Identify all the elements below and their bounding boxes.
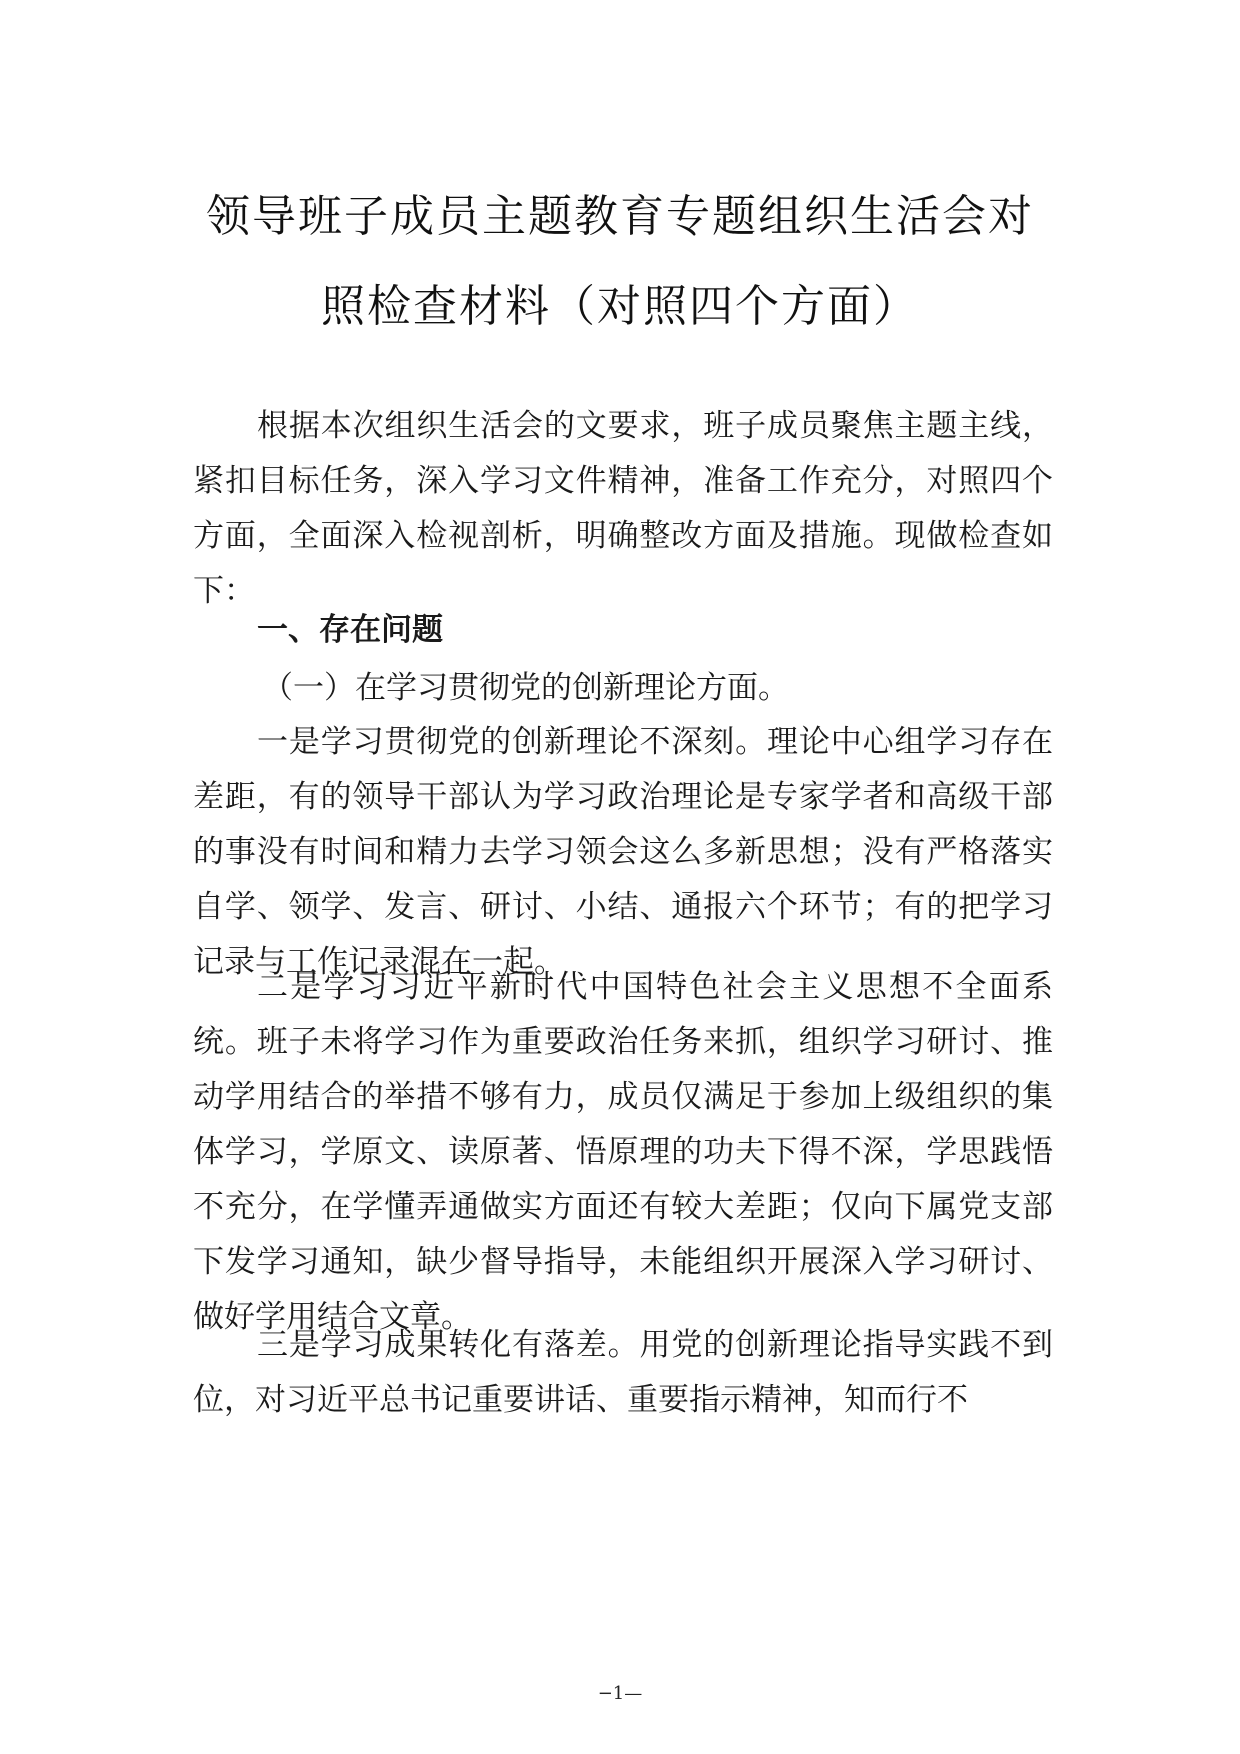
page-number: −1—: [597, 1683, 643, 1704]
subsection-heading-theory: （一）在学习贯彻党的创新理论方面。: [262, 670, 789, 706]
problem-item-1: 一是学习贯彻党的创新理论不深刻。理论中心组学习存在差距，有的领导干部认为学习政治理论是专家学者和高级干部的事没有时间和精力去学习领会这么多新思想；没有严格落实自学、领学、发言、研讨、小结、通报六个环节；有的把学习记录与工作记录混在一起。: [193, 724, 1053, 980]
problem-item-3: 三是学习成果转化有落差。用党的创新理论指导实践不到位，对习近平总书记重要讲话、重要指示精神，知而行不: [193, 1327, 1053, 1418]
document-title-line-2: 照检查材料（对照四个方面）: [321, 281, 919, 332]
problem-item-2: 二是学习习近平新时代中国特色社会主义思想不全面系统。班子未将学习作为重要政治任务来抓，组织学习研讨、推动学用结合的举措不够有力，成员仅满足于参加上级组织的集体学习，学原文、读原著、悟原理的功夫下得不深，学思践悟不充分，在学懂弄通做实方面还有较大差距；仅向下属党支部下发学习通知，缺少督导指导，未能组织开展深入学习研讨、做好学用结合文章。: [193, 969, 1053, 1335]
section-heading-problems: 一、存在问题: [257, 612, 443, 648]
document-title-line-1: 领导班子成员主题教育专题组织生活会对: [206, 191, 1034, 242]
intro-paragraph: 根据本次组织生活会的文要求，班子成员聚焦主题主线，紧扣目标任务，深入学习文件精神，准备工作充分，对照四个方面，全面深入检视剖析，明确整改方面及措施。现做检查如下：: [193, 408, 1053, 609]
